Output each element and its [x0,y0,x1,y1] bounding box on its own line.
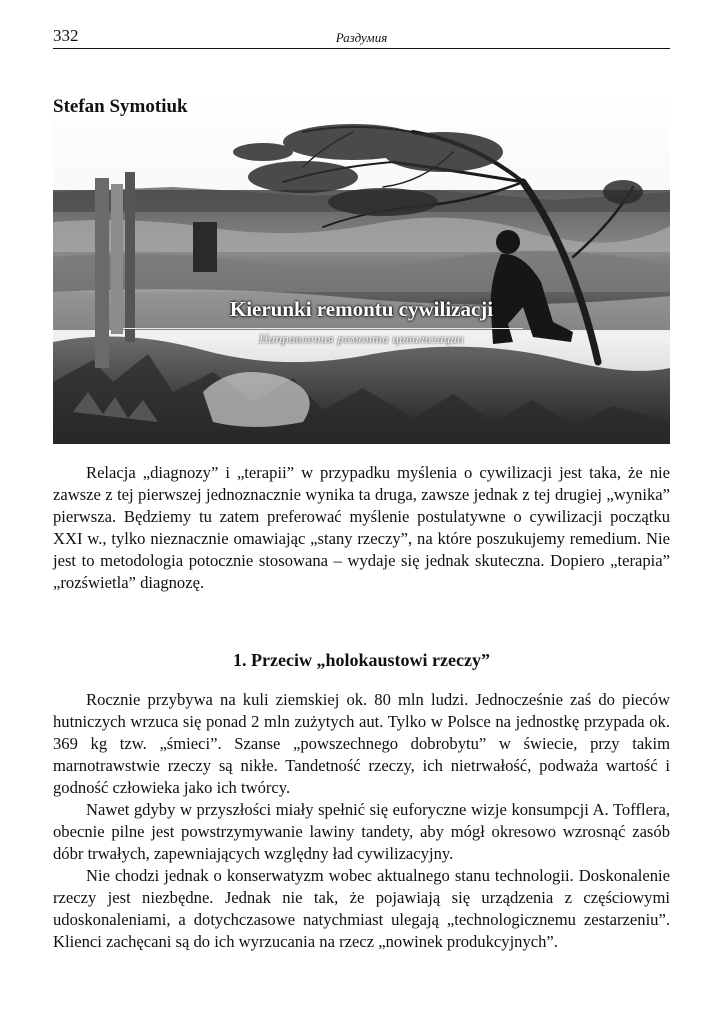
landscape-illustration [53,92,670,444]
intro-paragraph: Relacja „diagnozy” i „terapii” w przypadku myślenia o cywilizacji jest taka, że nie zawsze z tej pierwszej jednoznacznie wynika ta druga, zawsze jednak z tej drugiej „wynika” pierwsza. Będziemy tu zatem preferować myślenie postulatywne o cywilizacji początku XXI w., tylko nieznacznie omawiając „stany rzeczy”, na które poszukujemy remedium. Nie jest to metodologia potocznie stosowana – wydaje się jednak skuteczna. Dopiero „terapia” „rozświetla” diagnozę. [53,463,670,592]
header-rule [53,48,670,49]
paragraph: Nawet gdyby w przyszłości miały spełnić się euforyczne wizje konsumpcji A. Tofflera, obecnie pilne jest powstrzymywanie lawiny tandety, aby mógł okresowo wzrosnąć zasób dóbr trwałych, zapewniających względny ład cywilizacyjny. [53,800,670,863]
title-rule [123,328,523,329]
author-name: Stefan Symotiuk [53,96,188,117]
paragraph: Rocznie przybywa na kuli ziemskiej ok. 80 mln ludzi. Jednocześnie zaś do pieców hutniczych wrzuca się ponad 2 mln zużytych aut. Tylko w Polsce na jednostkę przypada ok. 369 kg tzw. „śmieci”. Szanse „powszechnego dobrobytu” w świecie, przy takim marnotrawstwie rzeczy są nikłe. Tandetność rzeczy, ich nietrwałość, podważa wartość i godność człowieka jako ich twórcy. [53,690,670,797]
section-heading: 1. Przeciw „holokaustowi rzeczy” [233,650,490,670]
page-header [53,26,670,48]
intro-text [53,462,670,594]
article-subtitle: Направления ремонта цивилизации [258,331,465,346]
paragraph: Nie chodzi jednak o konserwatyzm wobec aktualnego stanu technologii. Doskonalenie rzeczy jest niezbędne. Jednak nie tak, że pojawiają się urządzenia z częściowymi udoskonaleniami, a dotychczasowe natychmiast ulegają „technologicznemu zestarzeniu”. Klienci zachęcani są do ich wyrzucania na rzecz „nowinek produkcyjnych”. [53,866,670,951]
article-banner [53,92,670,444]
page-number: 332 [53,26,79,45]
article-title: Kierunki remontu cywilizacji [229,297,494,321]
section-text [53,689,670,953]
running-title: Раздумия [335,30,388,45]
